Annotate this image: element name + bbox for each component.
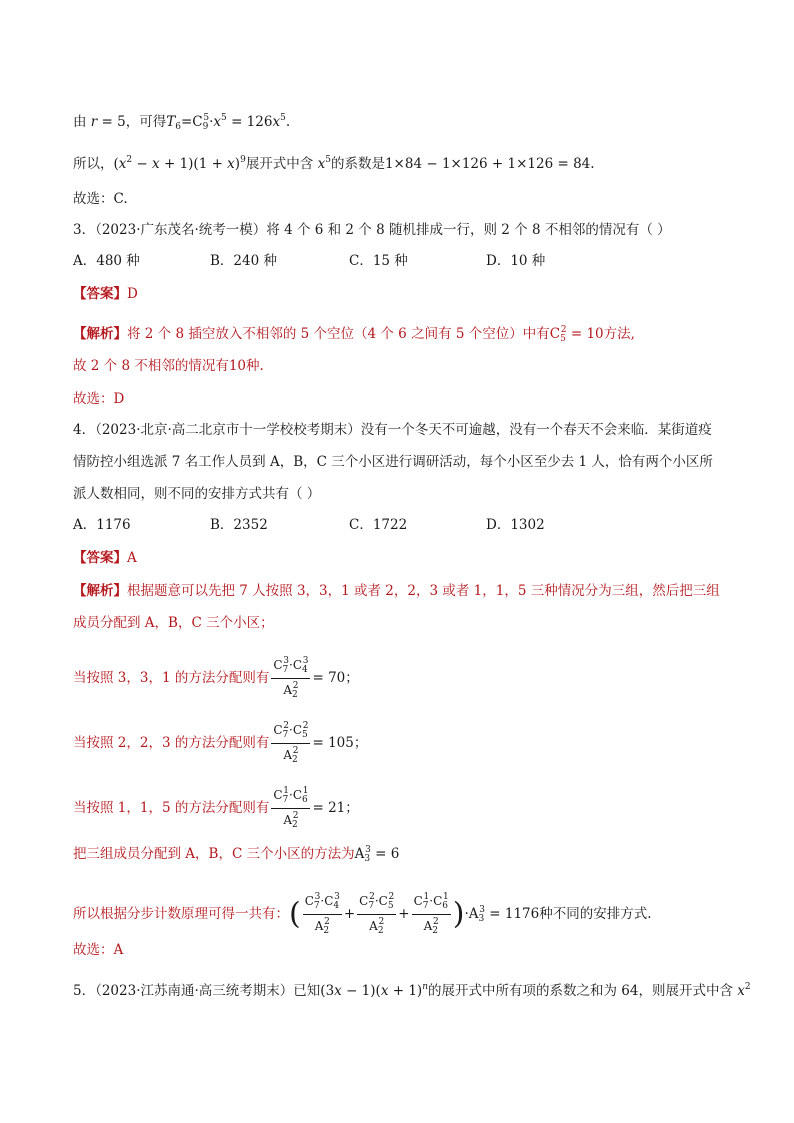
solution-text: 方法, <box>603 326 635 342</box>
question-3 <box>73 220 671 240</box>
answer-selection-3: 故选：D <box>73 391 125 407</box>
option-d: D．10 种 <box>486 253 546 269</box>
option-b: B．240 种 <box>210 253 277 269</box>
total-result: = 1176种不同的安排方式. <box>489 906 652 922</box>
answer-tag: 【答案】 <box>73 550 127 566</box>
question-source: （2023·北京·高二北京市十一学校校考期末） <box>95 422 361 438</box>
question-number: 3． <box>73 222 96 238</box>
text: 的系数是 <box>330 156 385 172</box>
answer-4 <box>73 548 137 568</box>
text: 展开式中含 <box>245 156 314 172</box>
answer-value: D <box>127 286 138 302</box>
solution-3-line2: 故 2 个 8 不相邻的情况有10种. <box>73 358 264 374</box>
option-c: C．1722 <box>349 517 408 533</box>
question-number: 4． <box>73 422 96 438</box>
answer-selection-4: 故选：A <box>73 942 124 958</box>
text: . <box>285 114 291 130</box>
assign-text: 把三组成员分配到 A，B，C 三个小区的方法为 <box>73 846 355 862</box>
case-text: 当按照 2，2，3 的方法分配则有 <box>73 735 270 751</box>
question-source: （2023·江苏南通·高三统考期末） <box>95 983 294 999</box>
question-number: 5． <box>73 983 96 999</box>
solution-tag: 【解析】 <box>73 583 127 599</box>
answer-selection: 故选：C. <box>73 191 128 207</box>
case-result: = 105； <box>312 735 368 751</box>
solution-4 <box>73 581 720 601</box>
option-a: A．1176 <box>73 517 131 533</box>
solution-text: 将 2 个 8 插空放入不相邻的 5 个空位（4 个 6 之间有 5 个空位）中有 <box>127 326 550 342</box>
question-text: 没有一个冬天不可逾越，没有一个春天不会来临．某街道疫 <box>360 422 712 438</box>
option-c: C．15 种 <box>349 253 408 269</box>
total-line: 所以根据分步计数原理可得一共有：( $\frac{C_7^3\cdot C_4^3}{A_2^2}$ + $\frac{C_7^2\cdot C_5^2}{A_2^2}$ + $\frac{C_7^1\cdot C_6^1}{A_2^2}$ )$\cdot A_3^3 = 1176$种不同的安排方式. <box>73 892 652 936</box>
text: ，可得 <box>125 114 167 130</box>
formula-line-1: 由 r = 5，可得$T_6=C_9^5\cdot x^5 = 126x^5$. <box>73 113 291 132</box>
case-result: = 70； <box>312 670 359 686</box>
formula-line-2: 所以，$(x^2 - x + 1)(1 + x)^9$展开式中含 $x^5$的系数是1×84 − 1×126 + 1×126 = 84. <box>73 155 595 172</box>
case-text: 当按照 1，1，5 的方法分配则有 <box>73 800 270 816</box>
solution-3: 【解析】将 2 个 8 插空放入不相邻的 5 个空位（4 个 6 之间有 5 个空位）中有$C_5^2 = 10$方法, <box>73 325 635 344</box>
case-2 <box>73 719 367 768</box>
case-text: 当按照 3，3，1 的方法分配则有 <box>73 670 270 686</box>
total-text: 所以根据分步计数原理可得一共有： <box>73 906 289 922</box>
question-text: 已知 <box>293 983 321 999</box>
fraction: $\frac{C_7^2\cdot C_5^2}{A_2^2}$ <box>273 721 309 765</box>
option-d: D．1302 <box>486 517 545 533</box>
case-1 <box>73 654 359 703</box>
solution-4-line2: 成员分配到 A，B，C 三个小区； <box>73 615 274 631</box>
assign-result: = 6 <box>375 846 400 862</box>
solution-text: 根据题意可以先把 7 人按照 3，3，1 或者 2，2，3 或者 1，1，5 三种情况分为三组，然后把三组 <box>127 583 720 599</box>
question-4-line2: 情防控小组选派 7 名工作人员到 A，B，C 三个小区进行调研活动，每个小区至少去 1 人，恰有两个小区所 <box>73 454 713 470</box>
case-3 <box>73 784 359 833</box>
question-4 <box>73 420 712 440</box>
fraction: $\frac{C_7^1\cdot C_6^1}{A_2^2}$ <box>273 786 309 830</box>
question-source: （2023·广东茂名·统考一模） <box>95 222 267 238</box>
question-5: 5．（2023·江苏南通·高三统考期末）已知$(3x - 1)(x + 1)^n$的展开式中所有项的系数之和为 64，则展开式中含 $x^2$ <box>73 982 751 999</box>
solution-tag: 【解析】 <box>73 326 127 342</box>
question-text: 将 4 个 6 和 2 个 8 随机排成一行，则 2 个 8 不相邻的情况有（ ） <box>266 222 671 238</box>
text: . <box>590 156 595 172</box>
assign-line: 把三组成员分配到 A，B，C 三个小区的方法为$A_3^3 = 6$ <box>73 845 400 864</box>
option-b: B．2352 <box>210 517 268 533</box>
fraction: $\frac{C_7^3\cdot C_4^3}{A_2^2}$ <box>273 656 309 700</box>
answer-3 <box>73 284 138 304</box>
option-a: A．480 种 <box>73 253 140 269</box>
text: 所以， <box>73 156 114 172</box>
case-result: = 21； <box>312 800 359 816</box>
answer-tag: 【答案】 <box>73 286 127 302</box>
answer-value: A <box>127 550 137 566</box>
text: 由 <box>73 114 87 130</box>
question-4-line3: 派人数相同，则不同的安排方式共有（ ） <box>73 486 321 502</box>
question-text: 的展开式中所有项的系数之和为 64，则展开式中含 <box>427 983 733 999</box>
